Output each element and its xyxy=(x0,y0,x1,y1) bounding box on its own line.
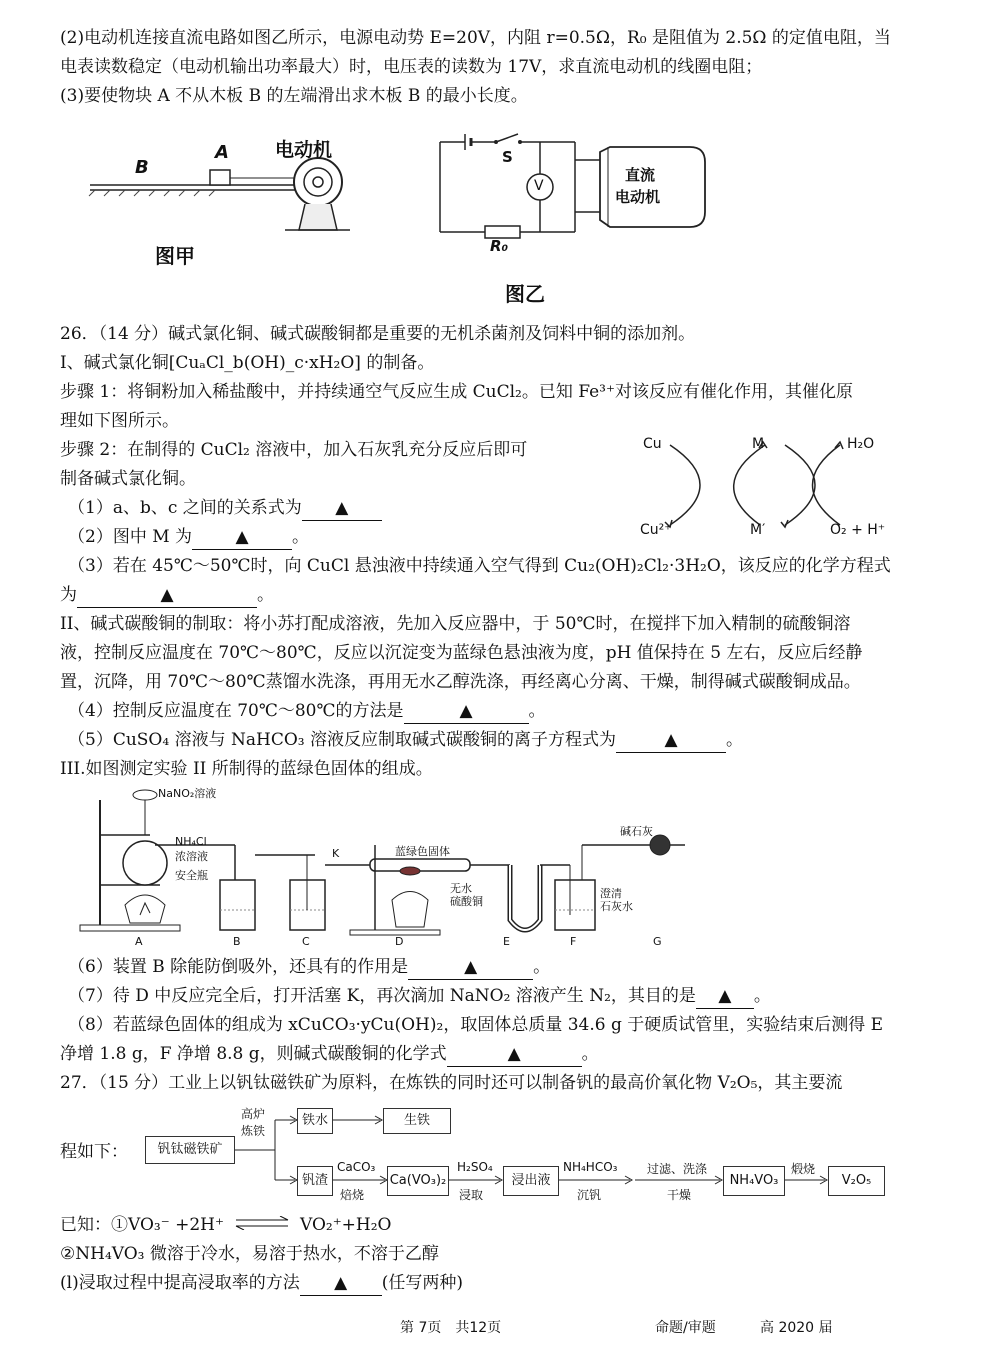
q25-part3: (3)要使物块 A 不从木板 B 的左端滑出求木板 B 的最小长度。 xyxy=(60,86,528,106)
q26-q5: （5）CuSO₄ 溶液与 NaHCO₃ 溶液反应制取碱式碳酸铜的离子方程式为 ▲ 。 xyxy=(68,728,743,753)
q26-q1-text: （1）a、b、c 之间的关系式为 xyxy=(68,498,302,518)
q26-q8-text: 净增 1.8 g，F 净增 8.8 g，则碱式碳酸铜的化学式 xyxy=(60,1044,447,1064)
q26-q6-text: （6）装置 B 除能防倒吸外，还具有的作用是 xyxy=(68,957,409,977)
q26-section2-line1: II、碱式碳酸铜的制取：将小苏打配成溶液，先加入反应器中，于 50℃时，在搅拌下加入精制的硫酸铜溶 xyxy=(60,614,851,634)
q27-known2: ②NH₄VO₃ 微溶于冷水，易溶于热水，不溶于乙醇 xyxy=(60,1244,439,1264)
dc-motor-label-2: 电动机 xyxy=(615,188,661,206)
q26-q7-text: （7）待 D 中反应完全后，打开活塞 K，再次滴加 NaNO₂ 溶液产生 N₂，其目的是 xyxy=(68,986,696,1006)
limewater-label-1: 澄清 xyxy=(600,887,622,900)
box-slag: 钒渣 xyxy=(297,1166,333,1196)
answer-blank: ▲ xyxy=(447,1042,582,1067)
footer-grade: 高 2020 届 xyxy=(760,1320,833,1336)
q25-part2-line1: (2)电动机连接直流电路如图乙所示，电源电动势 E=20V，内阻 r=0.5Ω，R₀ 是阻值为 2.5Ω 的定值电阻，当 xyxy=(60,28,891,48)
process-flowchart xyxy=(135,1100,895,1210)
o2h-label: O₂ + H⁺ xyxy=(830,522,886,538)
q26-step2-line2: 制备碱式氯化铜。 xyxy=(60,469,196,489)
apparatus-drawing xyxy=(70,785,700,950)
flow-calcine: 煅烧 xyxy=(791,1162,816,1176)
box-cavo3: Ca(VO₃)₂ xyxy=(387,1166,449,1196)
q26-q1 xyxy=(68,496,382,521)
limewater-label-2: 石灰水 xyxy=(600,900,633,913)
blue-green-solid-label: 蓝绿色固体 xyxy=(395,845,450,858)
q27-q1 xyxy=(60,1271,463,1296)
answer-blank: ▲ xyxy=(408,955,533,980)
answer-blank: ▲ xyxy=(302,496,382,521)
q26-heading: 26．（14 分）碱式氯化铜、碱式碳酸铜都是重要的无机杀菌剂及饲料中铜的添加剂。 xyxy=(60,324,696,344)
caption-jia: 图甲 xyxy=(155,244,195,268)
q26-q3-line1: （3）若在 45℃～50℃时，向 CuCl 悬浊液中持续通入空气得到 Cu₂(OH)₂Cl₂·3H₂O，该反应的化学方程式 xyxy=(68,556,891,576)
page-number: 第 7页 共12页 xyxy=(400,1320,502,1336)
apparatus-e: E xyxy=(503,935,510,948)
answer-blank: ▲ xyxy=(77,583,257,608)
anhydrous-label-1: 无水 xyxy=(450,882,472,895)
switch-label: S xyxy=(502,148,513,166)
flow-dry: 干燥 xyxy=(667,1188,692,1202)
dc-motor-label-1: 直流 xyxy=(625,166,656,184)
apparatus-g: G xyxy=(653,935,662,948)
flow-blast-2: 炼铁 xyxy=(241,1124,266,1138)
footer-author: 命题/审题 xyxy=(655,1320,716,1336)
apparatus-diagram xyxy=(70,785,700,950)
q26-step2-line1: 步骤 2：在制得的 CuCl₂ 溶液中，加入石灰乳充分反应后即可 xyxy=(60,440,528,460)
flow-leach: 浸取 xyxy=(459,1188,484,1202)
q27-known1-left: 已知：①VO₃⁻ +2H⁺ xyxy=(60,1215,224,1235)
answer-blank: ▲ xyxy=(192,525,292,550)
q27-q1-tail: (任写两种) xyxy=(381,1273,463,1293)
q26-section2-line2: 液，控制反应温度在 70℃～80℃，反应以沉淀变为蓝绿色悬浊液为度，pH 值保持在 5 左右，反应后经静 xyxy=(60,643,863,663)
q26-section3: III.如图测定实验 II 所制得的蓝绿色固体的组成。 xyxy=(60,759,433,779)
apparatus-f: F xyxy=(570,935,577,948)
q26-q8-line1: （8）若蓝绿色固体的组成为 xCuCO₃·yCu(OH)₂，取固体总质量 34.6 g 于硬质试管里，实验结束后测得 E xyxy=(68,1015,884,1035)
apparatus-b: B xyxy=(233,935,241,948)
apparatus-c: C xyxy=(302,935,310,948)
circuit-drawing xyxy=(430,132,710,257)
q26-step1-line2: 理如下图所示。 xyxy=(60,411,179,431)
q26-q6: （6）装置 B 除能防倒吸外，还具有的作用是 ▲ 。 xyxy=(68,955,550,980)
nano2-label: NaNO₂溶液 xyxy=(158,787,217,800)
box-leachate: 浸出液 xyxy=(503,1166,559,1196)
q27-known1 xyxy=(60,1213,392,1237)
q26-q8-line2: 净增 1.8 g，F 净增 8.8 g，则碱式碳酸铜的化学式 ▲ 。 xyxy=(60,1042,599,1067)
nh4cl-label-1: NH₄Cl xyxy=(175,835,207,848)
caption-yi: 图乙 xyxy=(505,282,545,306)
h2o-label: H₂O xyxy=(847,436,875,452)
apparatus-a: A xyxy=(135,935,143,948)
catalysis-diagram xyxy=(635,430,895,545)
flow-precip: 沉钒 xyxy=(577,1188,602,1202)
flow-h2so4: H₂SO₄ xyxy=(457,1160,493,1174)
box-ore: 钒钛磁铁矿 xyxy=(145,1136,235,1164)
voltmeter-label: V xyxy=(534,178,544,194)
box-iron-water: 铁水 xyxy=(297,1108,333,1134)
m-prime-label: M′ xyxy=(750,522,766,538)
anhydrous-label-2: 硫酸铜 xyxy=(450,895,483,908)
answer-blank: ▲ xyxy=(616,728,726,753)
cu-label: Cu xyxy=(643,436,662,452)
answer-blank: ▲ xyxy=(300,1271,382,1296)
answer-blank: ▲ xyxy=(696,984,754,1009)
q27-known1-right: VO₂⁺+H₂O xyxy=(299,1215,392,1235)
q26-q2: （2）图中 M 为 ▲ 。 xyxy=(68,525,309,550)
m-label: M xyxy=(752,436,765,452)
valve-k-label: K xyxy=(332,847,340,860)
q26-q7: （7）待 D 中反应完全后，打开活塞 K，再次滴加 NaNO₂ 溶液产生 N₂，其目的是 ▲ 。 xyxy=(68,984,771,1009)
q26-q2-text: （2）图中 M 为 xyxy=(68,527,193,547)
q26-section2-line3: 置，沉降，用 70℃～80℃蒸馏水洗涤，再用无水乙醇洗涤，再经离心分离、干燥，制得碱式碳酸铜成品。 xyxy=(60,672,861,692)
apparatus-d: D xyxy=(395,935,404,948)
q27-q1-text: (l)浸取过程中提高浸取率的方法 xyxy=(60,1273,300,1293)
q26-q3-text: 为 xyxy=(60,585,77,605)
soda-lime-label: 碱石灰 xyxy=(620,825,653,838)
resistor-label: R₀ xyxy=(490,237,509,255)
flow-blast-1: 高炉 xyxy=(241,1107,266,1121)
flow-caco3: CaCO₃ xyxy=(337,1160,376,1174)
q26-q4-text: （4）控制反应温度在 70℃～80℃的方法是 xyxy=(68,701,404,721)
flow-nh4hco3: NH₄HCO₃ xyxy=(563,1160,618,1174)
q26-step1-line1: 步骤 1：将铜粉加入稀盐酸中，并持续通空气反应生成 CuCl₂。已知 Fe³⁺对该反应有催化作用，其催化原 xyxy=(60,382,853,402)
answer-blank: ▲ xyxy=(404,699,529,724)
q26-q5-text: （5）CuSO₄ 溶液与 NaHCO₃ 溶液反应制取碱式碳酸铜的离子方程式为 xyxy=(68,730,616,750)
q25-part2-line2: 电表读数稳定（电动机输出功率最大）时，电压表的读数为 17V，求直流电动机的线圈电阻； xyxy=(60,57,763,77)
box-nh4vo3: NH₄VO₃ xyxy=(723,1166,785,1196)
q26-q4: （4）控制反应温度在 70℃～80℃的方法是 ▲ 。 xyxy=(68,699,546,724)
safety-bottle-label: 安全瓶 xyxy=(175,869,208,882)
figure-yi xyxy=(430,132,710,257)
nh4cl-label-2: 浓溶液 xyxy=(175,850,208,863)
label-a: A xyxy=(215,142,229,163)
q26-section1: I、碱式氯化铜[CuₐCl_b(OH)_c·xH₂O] 的制备。 xyxy=(60,353,435,373)
equilibrium-arrow xyxy=(234,1216,290,1230)
box-v2o5: V₂O₅ xyxy=(828,1166,885,1196)
flow-filter: 过滤、洗涤 xyxy=(647,1162,708,1176)
q27-flow-intro: 程如下： xyxy=(60,1142,128,1162)
motor-label: 电动机 xyxy=(275,139,333,161)
q27-heading: 27．（15 分）工业上以钒钛磁铁矿为原料，在炼铁的同时还可以制备钒的最高价氧化物 V₂O₅，其主要流 xyxy=(60,1073,843,1093)
q26-q3-line2: 为 ▲ 。 xyxy=(60,583,274,608)
figure-jia xyxy=(85,130,375,270)
box-pig-iron: 生铁 xyxy=(383,1108,451,1134)
label-b: B xyxy=(135,157,149,178)
cu2-label: Cu²⁺ xyxy=(640,522,672,538)
flow-roast: 焙烧 xyxy=(340,1188,365,1202)
